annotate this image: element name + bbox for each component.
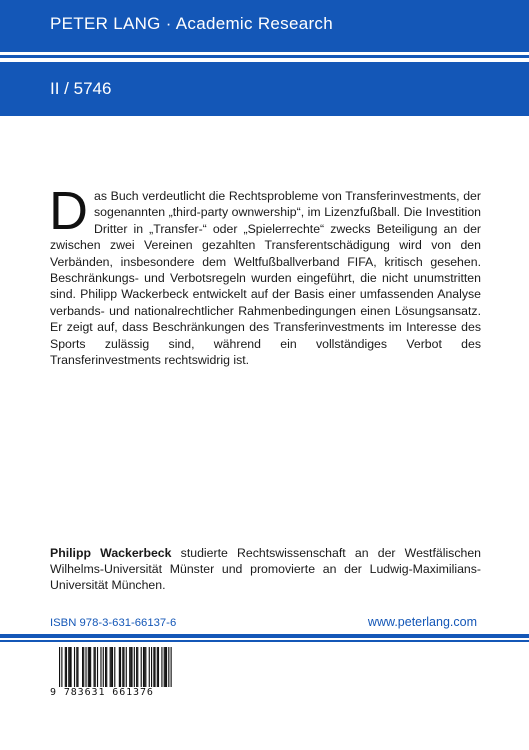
publisher-title: PETER LANG · Academic Research: [50, 14, 333, 33]
barcode-bar: [129, 647, 130, 691]
barcode-bar: [100, 647, 101, 691]
barcode-bar: [164, 647, 165, 691]
barcode-bar: [171, 647, 172, 691]
barcode-bar: [65, 647, 66, 691]
barcode-bar: [137, 647, 138, 691]
barcode-bar: [166, 647, 167, 691]
barcode-bar: [126, 647, 127, 691]
barcode-bar: [157, 647, 158, 691]
barcode-bar: [97, 647, 98, 691]
barcode-bars: [50, 647, 178, 691]
barcode-bar: [143, 647, 144, 691]
barcode-bar: [134, 647, 135, 691]
barcode-bar: [141, 647, 142, 691]
barcode-bar: [83, 647, 84, 691]
barcode-bar: [111, 647, 112, 691]
barcode-bar: [77, 647, 78, 691]
barcode-bar: [88, 647, 89, 691]
barcode-bar: [131, 647, 132, 691]
author-bio-text: studierte Rechtswissenschaft an der Westfälischen Wilhelms-Universität Münster und promovierte an der Ludwig-Maximilians-Universität München.: [50, 546, 481, 593]
barcode-bar: [122, 647, 123, 691]
barcode-bar: [95, 647, 96, 691]
barcode-bar: [130, 647, 131, 691]
book-description: [49, 181, 481, 368]
barcode-bar: [66, 647, 67, 691]
barcode-bar: [68, 647, 69, 691]
barcode-bar: [103, 647, 104, 691]
publisher-header-bar: [0, 0, 529, 52]
footer-divider-thin: [0, 640, 529, 642]
footer-divider-thick: [0, 634, 529, 638]
barcode-bar: [105, 647, 106, 691]
barcode-bar: [112, 647, 113, 691]
barcode-bar: [158, 647, 159, 691]
isbn-barcode: [50, 647, 178, 699]
barcode-bar: [71, 647, 72, 691]
barcode-bar: [161, 647, 162, 691]
barcode-bar: [145, 647, 146, 691]
barcode-bar: [136, 647, 137, 691]
barcode-bar: [69, 647, 70, 691]
author-name: Philipp Wackerbeck: [50, 546, 172, 560]
barcode-bar: [153, 647, 154, 691]
barcode-bar: [154, 647, 155, 691]
barcode-bar: [106, 647, 107, 691]
barcode-bar: [82, 647, 83, 691]
barcode-bar: [74, 647, 75, 691]
barcode-bar: [123, 647, 124, 691]
barcode-bar: [76, 647, 77, 691]
barcode-bar: [165, 647, 166, 691]
author-bio: [50, 545, 481, 594]
barcode-bar: [120, 647, 121, 691]
barcode-bar: [85, 647, 86, 691]
publisher-website-link[interactable]: www.peterlang.com: [367, 615, 477, 629]
barcode-bar: [149, 647, 150, 691]
barcode-bar: [114, 647, 115, 691]
barcode-bar: [151, 647, 152, 691]
barcode-bar: [168, 647, 169, 691]
barcode-digits: 9 783631 661376: [50, 687, 178, 698]
barcode-bar: [144, 647, 145, 691]
barcode-bar: [110, 647, 111, 691]
barcode-bar: [94, 647, 95, 691]
barcode-bar: [89, 647, 90, 691]
series-number: II / 5746: [50, 79, 112, 98]
barcode-bar: [119, 647, 120, 691]
series-band: [0, 62, 529, 116]
drop-cap: D: [49, 181, 88, 241]
barcode-bar: [61, 647, 62, 691]
barcode-bar: [59, 647, 60, 691]
header-divider: [0, 55, 529, 58]
isbn-label: ISBN 978-3-631-66137-6: [50, 617, 177, 629]
description-text: as Buch verdeutlicht die Rechtsprobleme von Transferinvestments, der sogenannten „third-party ownwership“, im Lizenzfußball. Die Investition Dritter in „Transfer-“ oder „Spielerrechte“ zwecks Beteiligung an der zwischen zwei Vereinen gezahlten Transferentschädigung wird von den Verbänden, insbesondere dem Weltfußballverband FIFA, kritisch gesehen. Beschränkungs- und Verbotsregeln wurden eingeführt, die nicht unumstritten sind. Philipp Wackerbeck entwickelt auf der Basis einer umfassenden Analyse verbands- und nationalrechtlicher Rahmenbedingungen einen Lösungsansatz. Er zeigt auf, dass Beschränkungen des Transferinvestments im Interesse des Sports zulässig sind, während ein vollständiges Verbot des Transferinvestments rechtswidrig ist.: [50, 189, 481, 368]
barcode-bar: [90, 647, 91, 691]
